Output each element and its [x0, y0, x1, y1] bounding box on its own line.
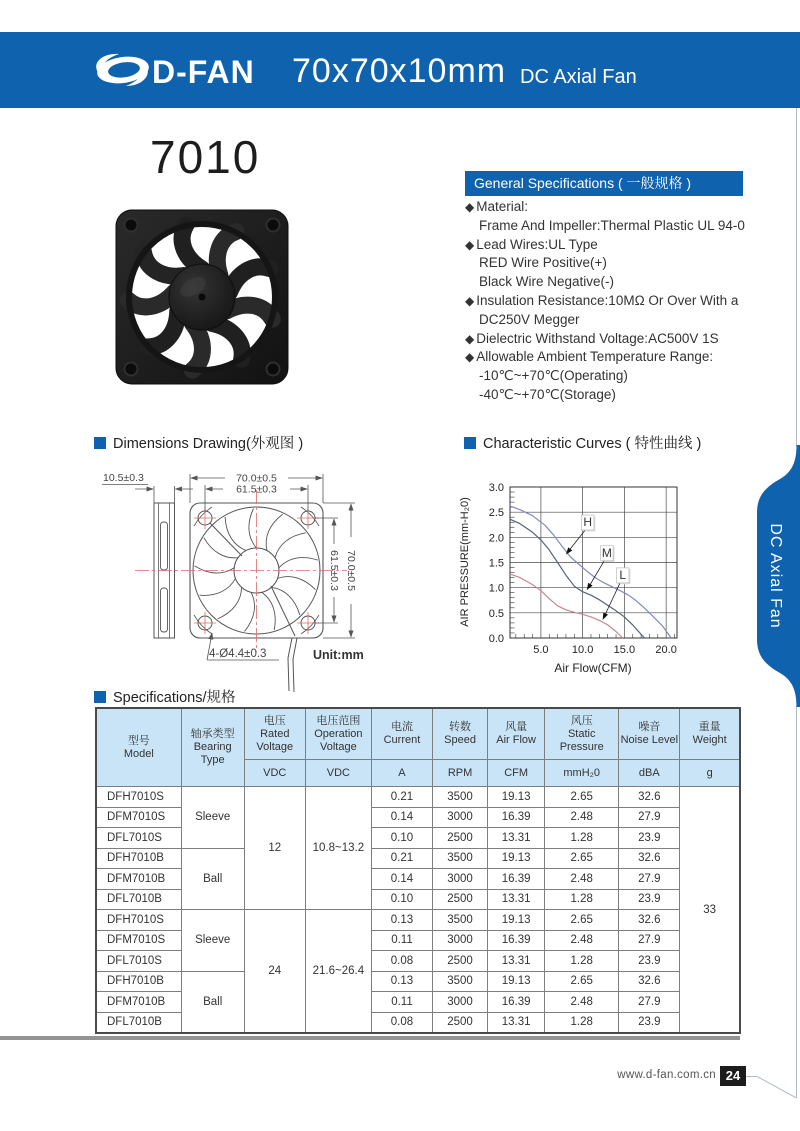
- diamond-bullet-icon: ◆: [465, 293, 475, 308]
- col-unit: A: [371, 760, 432, 787]
- spec-line: ◆ Lead Wires:UL Type: [465, 236, 598, 252]
- lead-wires: [288, 638, 297, 692]
- spec-line: Frame And Impeller:Thermal Plastic UL 94-0: [479, 217, 745, 233]
- spec-line: ◆ Material:: [465, 199, 528, 214]
- col-header: 轴承类型 Bearing Type: [181, 708, 244, 787]
- bearing-cell: Sleeve: [181, 910, 244, 972]
- table-cell: 19.13: [488, 848, 545, 869]
- table-cell: 2500: [433, 828, 488, 849]
- table-cell: 27.9: [619, 807, 680, 828]
- table-cell: 0.14: [371, 869, 432, 890]
- model-cell: DFM7010B: [96, 869, 181, 890]
- brand-logo-icon: [93, 50, 151, 90]
- table-cell: 13.31: [488, 828, 545, 849]
- col-header: 型号 Model: [96, 708, 181, 787]
- table-cell: 32.6: [619, 848, 680, 869]
- page-title-model: 7010: [150, 131, 261, 183]
- x-axis-title: Air Flow(CFM): [554, 661, 632, 675]
- y-tick-label: 2.5: [488, 507, 504, 520]
- y-tick-label: 0.5: [488, 607, 504, 620]
- table-cell: 16.39: [488, 807, 545, 828]
- rated-voltage-cell: 12: [244, 787, 305, 910]
- height-holes-label: 61.5±0.3: [328, 550, 340, 591]
- table-cell: 32.6: [619, 787, 680, 808]
- bearing-cell: Ball: [181, 848, 244, 910]
- thickness-label: 10.5±0.3: [103, 472, 144, 484]
- curve-label-L: L: [619, 568, 627, 583]
- spec-line: RED Wire Positive(+): [479, 255, 607, 271]
- col-header: 风量 Air Flow: [488, 708, 545, 760]
- table-cell: 19.13: [488, 971, 545, 992]
- table-cell: 1.28: [545, 828, 619, 849]
- brand-name: D-FAN: [152, 54, 255, 90]
- y-axis-title: AIR PRESSURE(mm-H₂0): [459, 497, 471, 627]
- section-curves: [464, 432, 701, 453]
- section-specifications: [94, 686, 236, 707]
- y-tick-label: 2.0: [488, 532, 504, 545]
- header-bar: [0, 32, 800, 108]
- height-outer-label: 70.0±0.5: [345, 550, 357, 591]
- table-cell: 0.10: [371, 828, 432, 849]
- table-cell: 27.9: [619, 869, 680, 890]
- table-cell: 19.13: [488, 910, 545, 931]
- table-cell: 2.65: [545, 848, 619, 869]
- table-row: [96, 910, 740, 931]
- table-cell: 3500: [433, 848, 488, 869]
- specs-table-head: [96, 708, 740, 787]
- table-cell: 2.48: [545, 869, 619, 890]
- col-header: 电压范围 Operation Voltage: [305, 708, 371, 760]
- x-tick-label: 5.0: [533, 644, 549, 656]
- table-cell: 0.10: [371, 889, 432, 910]
- table-cell: 3000: [433, 869, 488, 890]
- bearing-cell: Sleeve: [181, 787, 244, 849]
- model-cell: DFM7010S: [96, 930, 181, 951]
- curve-label-H: H: [583, 515, 592, 530]
- x-tick-label: 20.0: [655, 644, 677, 656]
- product-type-label: DC Axial Fan: [520, 66, 637, 88]
- table-cell: 13.31: [488, 889, 545, 910]
- section-curves-label: Characteristic Curves ( 特性曲线 ): [483, 436, 702, 452]
- operation-voltage-cell: 10.8~13.2: [305, 787, 371, 910]
- model-cell: DFL7010S: [96, 828, 181, 849]
- y-tick-label: 1.5: [488, 557, 504, 570]
- specs-table: [95, 707, 741, 1034]
- section-dimensions: [94, 432, 303, 453]
- table-cell: 0.11: [371, 992, 432, 1013]
- side-tab-label: DC Axial Fan: [767, 523, 784, 629]
- table-cell: 0.14: [371, 807, 432, 828]
- col-header: 噪音 Noise Level: [619, 708, 680, 760]
- col-unit: CFM: [488, 760, 545, 787]
- model-cell: DFL7010B: [96, 889, 181, 910]
- col-header: 电压 Rated Voltage: [244, 708, 305, 760]
- table-cell: 23.9: [619, 951, 680, 972]
- hole-callout-label: 4-Ø4.4±0.3: [209, 648, 267, 660]
- x-tick-label: 10.0: [571, 644, 594, 656]
- thickness-dimension: [102, 485, 193, 504]
- table-cell: 2.48: [545, 992, 619, 1013]
- section-specifications-label: Specifications/规格: [113, 690, 236, 706]
- table-cell: 23.9: [619, 889, 680, 910]
- table-cell: 2500: [433, 1012, 488, 1033]
- table-cell: 0.08: [371, 1012, 432, 1033]
- col-unit: RPM: [433, 760, 488, 787]
- table-cell: 27.9: [619, 930, 680, 951]
- model-cell: DFL7010S: [96, 951, 181, 972]
- table-cell: 2500: [433, 951, 488, 972]
- spec-line: ◆ Insulation Resistance:10MΩ Or Over With a: [465, 292, 739, 308]
- table-cell: 3000: [433, 992, 488, 1013]
- section-dimensions-label: Dimensions Drawing(外观图 ): [113, 436, 304, 452]
- table-cell: 2.48: [545, 930, 619, 951]
- col-header: 转数 Speed: [433, 708, 488, 760]
- col-unit: g: [680, 760, 740, 787]
- centerlines: [135, 490, 347, 652]
- table-cell: 3500: [433, 971, 488, 992]
- table-cell: 32.6: [619, 971, 680, 992]
- table-cell: 19.13: [488, 787, 545, 808]
- table-cell: 13.31: [488, 951, 545, 972]
- diamond-bullet-icon: ◆: [465, 331, 475, 346]
- x-tick-label: 15.0: [613, 644, 636, 656]
- diamond-bullet-icon: ◆: [465, 237, 475, 252]
- width-outer-label: 70.0±0.5: [236, 472, 277, 485]
- website-text: www.d-fan.com.cn: [617, 1069, 716, 1081]
- table-cell: 13.31: [488, 1012, 545, 1033]
- page-number-badge: 24: [720, 1066, 746, 1086]
- footer-rule: [0, 1036, 740, 1040]
- model-cell: DFH7010B: [96, 971, 181, 992]
- spec-line: ◆ Allowable Ambient Temperature Range:: [465, 349, 714, 365]
- right-border-decoration: [700, 0, 800, 1131]
- table-cell: 0.21: [371, 787, 432, 808]
- table-cell: 23.9: [619, 1012, 680, 1033]
- y-tick-label: 0.0: [488, 633, 504, 645]
- model-cell: DFL7010B: [96, 1012, 181, 1033]
- weight-cell: 33: [680, 787, 740, 1034]
- table-cell: 0.21: [371, 848, 432, 869]
- table-cell: 0.13: [371, 971, 432, 992]
- table-cell: 3500: [433, 787, 488, 808]
- fan-photo: [114, 206, 290, 388]
- table-cell: 2.65: [545, 787, 619, 808]
- rated-voltage-cell: 24: [244, 910, 305, 1034]
- table-cell: 2.65: [545, 971, 619, 992]
- general-specs-title-bar: General Specifications ( 一般规格 ): [465, 171, 743, 196]
- col-unit: dBA: [619, 760, 680, 787]
- table-cell: 2.48: [545, 807, 619, 828]
- spec-line: ◆ Dielectric Withstand Voltage:AC500V 1S: [465, 330, 719, 346]
- table-cell: 3000: [433, 930, 488, 951]
- table-cell: 0.08: [371, 951, 432, 972]
- col-header: 重量 Weight: [680, 708, 740, 760]
- col-header: 风压 Static Pressure: [545, 708, 619, 760]
- table-cell: 16.39: [488, 930, 545, 951]
- model-cell: DFH7010S: [96, 910, 181, 931]
- width-holes-label: 61.5±0.3: [236, 483, 277, 496]
- table-row: [96, 848, 740, 869]
- table-cell: 1.28: [545, 889, 619, 910]
- col-unit: VDC: [305, 760, 371, 787]
- table-row: [96, 787, 740, 808]
- blue-square-icon: [94, 691, 106, 703]
- table-cell: 3500: [433, 910, 488, 931]
- blue-square-icon: [94, 437, 106, 449]
- table-cell: 1.28: [545, 951, 619, 972]
- diamond-bullet-icon: ◆: [465, 200, 475, 214]
- table-cell: 0.11: [371, 930, 432, 951]
- table-cell: 3000: [433, 807, 488, 828]
- table-cell: 1.28: [545, 1012, 619, 1033]
- model-cell: DFM7010S: [96, 807, 181, 828]
- col-unit: VDC: [244, 760, 305, 787]
- table-row: [96, 971, 740, 992]
- spec-line: Black Wire Negative(-): [479, 274, 615, 290]
- col-header: 电流 Current: [371, 708, 432, 760]
- table-cell: 2.65: [545, 910, 619, 931]
- table-cell: 32.6: [619, 910, 680, 931]
- y-tick-label: 3.0: [488, 482, 504, 494]
- blue-square-icon: [464, 437, 476, 449]
- table-cell: 27.9: [619, 992, 680, 1013]
- spec-line: -40℃~+70℃(Storage): [479, 386, 616, 402]
- table-cell: 23.9: [619, 828, 680, 849]
- curve-label-M: M: [601, 545, 612, 560]
- col-unit: mmH₂0: [545, 760, 619, 787]
- unit-label: Unit:mm: [313, 648, 364, 662]
- table-cell: 0.13: [371, 910, 432, 931]
- diamond-bullet-icon: ◆: [465, 350, 475, 365]
- y-tick-label: 1.0: [488, 582, 504, 595]
- operation-voltage-cell: 21.6~26.4: [305, 910, 371, 1034]
- bearing-cell: Ball: [181, 971, 244, 1033]
- spec-line: DC250V Megger: [479, 311, 580, 327]
- model-cell: DFM7010B: [96, 992, 181, 1013]
- table-cell: 16.39: [488, 869, 545, 890]
- model-cell: DFH7010S: [96, 787, 181, 808]
- table-cell: 16.39: [488, 992, 545, 1013]
- table-cell: 2500: [433, 889, 488, 910]
- model-cell: DFH7010B: [96, 848, 181, 869]
- spec-line: -10℃~+70℃(Operating): [479, 368, 628, 384]
- size-title: 70x70x10mm: [292, 52, 507, 90]
- dimensions-drawing: [85, 462, 460, 694]
- specs-table-body: [96, 787, 740, 1034]
